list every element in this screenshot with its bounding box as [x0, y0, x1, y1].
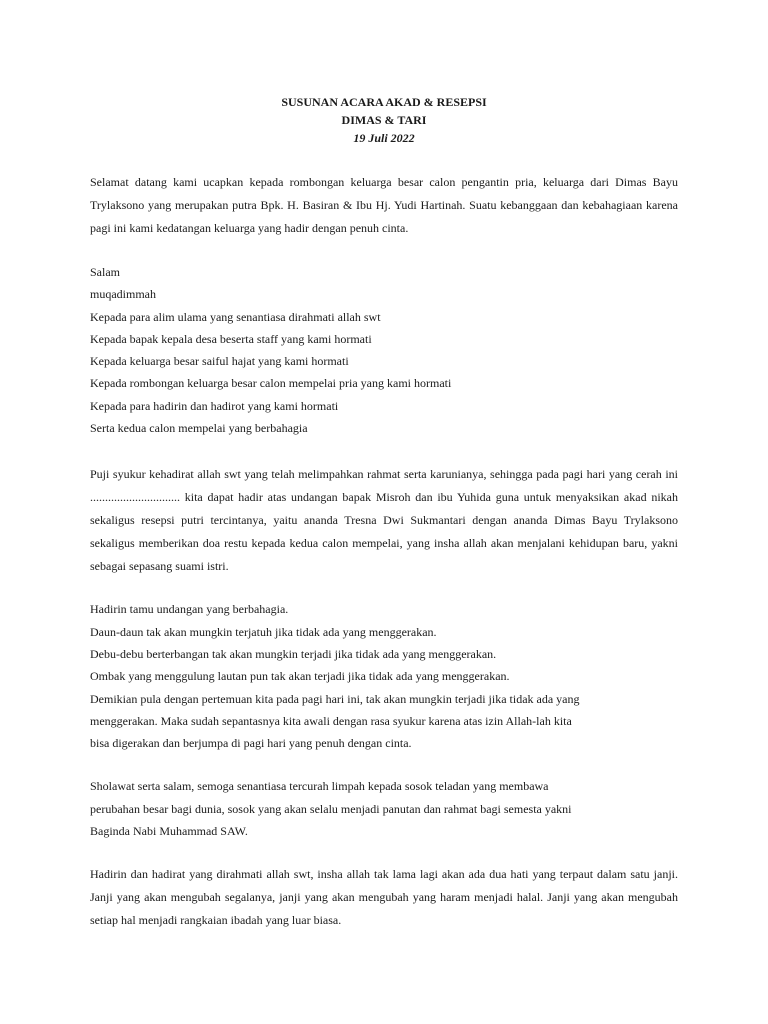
poem-line: bisa digerakan dan berjumpa di pagi hari yang penuh dengan cinta.: [90, 736, 412, 751]
gratitude-paragraph: Puji syukur kehadirat allah swt yang telah melimpahkan rahmat serta karunianya, sehingga pada pagi hari yang cerah ini .............................. kita dapat hadir atas undangan bapak Misroh dan ibu Yuhida guna untuk menyaksikan akad nikah sekaligus resepsi putri tercintanya, yaitu ananda Tresna Dwi Sukmantari dengan ananda Dimas Bayu Trylaksono sekaligus memberikan doa restu kepada kedua calon mempelai, yang insha allah akan menjalani kehidupan baru, yakni sebagai sepasang suami istri.: [90, 467, 678, 574]
greeting-line: Kepada para hadirin dan hadirot yang kami hormati: [90, 398, 339, 413]
poem-block: [90, 598, 678, 754]
document-title: SUSUNAN ACARA AKAD & RESEPSI: [281, 95, 487, 109]
poem-line: Hadirin tamu undangan yang berbahagia.: [90, 602, 289, 617]
sholawat-block: [90, 775, 678, 842]
couple-names: DIMAS & TARI: [341, 113, 427, 127]
greetings-list: [90, 261, 678, 439]
poem-line: Ombak yang menggulung lautan pun tak akan terjadi jika tidak ada yang menggerakan.: [90, 669, 510, 684]
sholawat-line: Baginda Nabi Muhammad SAW.: [90, 824, 248, 839]
poem-line: Daun-daun tak akan mungkin terjatuh jika tidak ada yang menggerakan.: [90, 624, 437, 639]
closing-paragraph: Hadirin dan hadirat yang dirahmati allah swt, insha allah tak lama lagi akan ada dua hati yang terpaut dalam satu janji. Janji yang akan mengubah segalanya, janji yang akan mengubah yang haram menjadi halal. Janji yang akan mengubah setiap hal menjadi rangkaian ibadah yang luar biasa.: [90, 867, 678, 928]
title-block: [90, 93, 678, 147]
greeting-line: Kepada keluarga besar saiful hajat yang kami hormati: [90, 354, 349, 369]
event-date: 19 Juli 2022: [353, 131, 415, 145]
greeting-line: Kepada bapak kepala desa beserta staff yang kami hormati: [90, 331, 372, 346]
poem-line: Debu-debu berterbangan tak akan mungkin terjadi jika tidak ada yang menggerakan.: [90, 646, 497, 661]
greeting-line: Salam: [90, 265, 120, 279]
sholawat-line: perubahan besar bagi dunia, sosok yang akan selalu menjadi panutan dan rahmat bagi semesta yakni: [90, 801, 572, 816]
greeting-line: Kepada para alim ulama yang senantiasa dirahmati allah swt: [90, 309, 381, 324]
greeting-line: Kepada rombongan keluarga besar calon mempelai pria yang kami hormati: [90, 376, 452, 391]
sholawat-line: Sholawat serta salam, semoga senantiasa tercurah limpah kepada sosok teladan yang membawa: [90, 779, 549, 794]
poem-line: Demikian pula dengan pertemuan kita pada pagi hari ini, tak akan mungkin terjadi jika tidak ada yang: [90, 691, 580, 706]
greeting-line: Serta kedua calon mempelai yang berbahagia: [90, 421, 308, 436]
greeting-line: muqadimmah: [90, 287, 156, 302]
intro-paragraph: Selamat datang kami ucapkan kepada rombongan keluarga besar calon pengantin pria, keluarga dari Dimas Bayu Trylaksono yang merupakan putra Bpk. H. Basiran & Ibu Hj. Yudi Hartinah. Suatu kebanggaan dan kebahagiaan karena pagi ini kami kedatangan keluarga yang hadir dengan penuh cinta.: [90, 175, 678, 235]
poem-line: menggerakan. Maka sudah sepantasnya kita awali dengan rasa syukur karena atas izin Allah-lah kita: [90, 713, 572, 728]
